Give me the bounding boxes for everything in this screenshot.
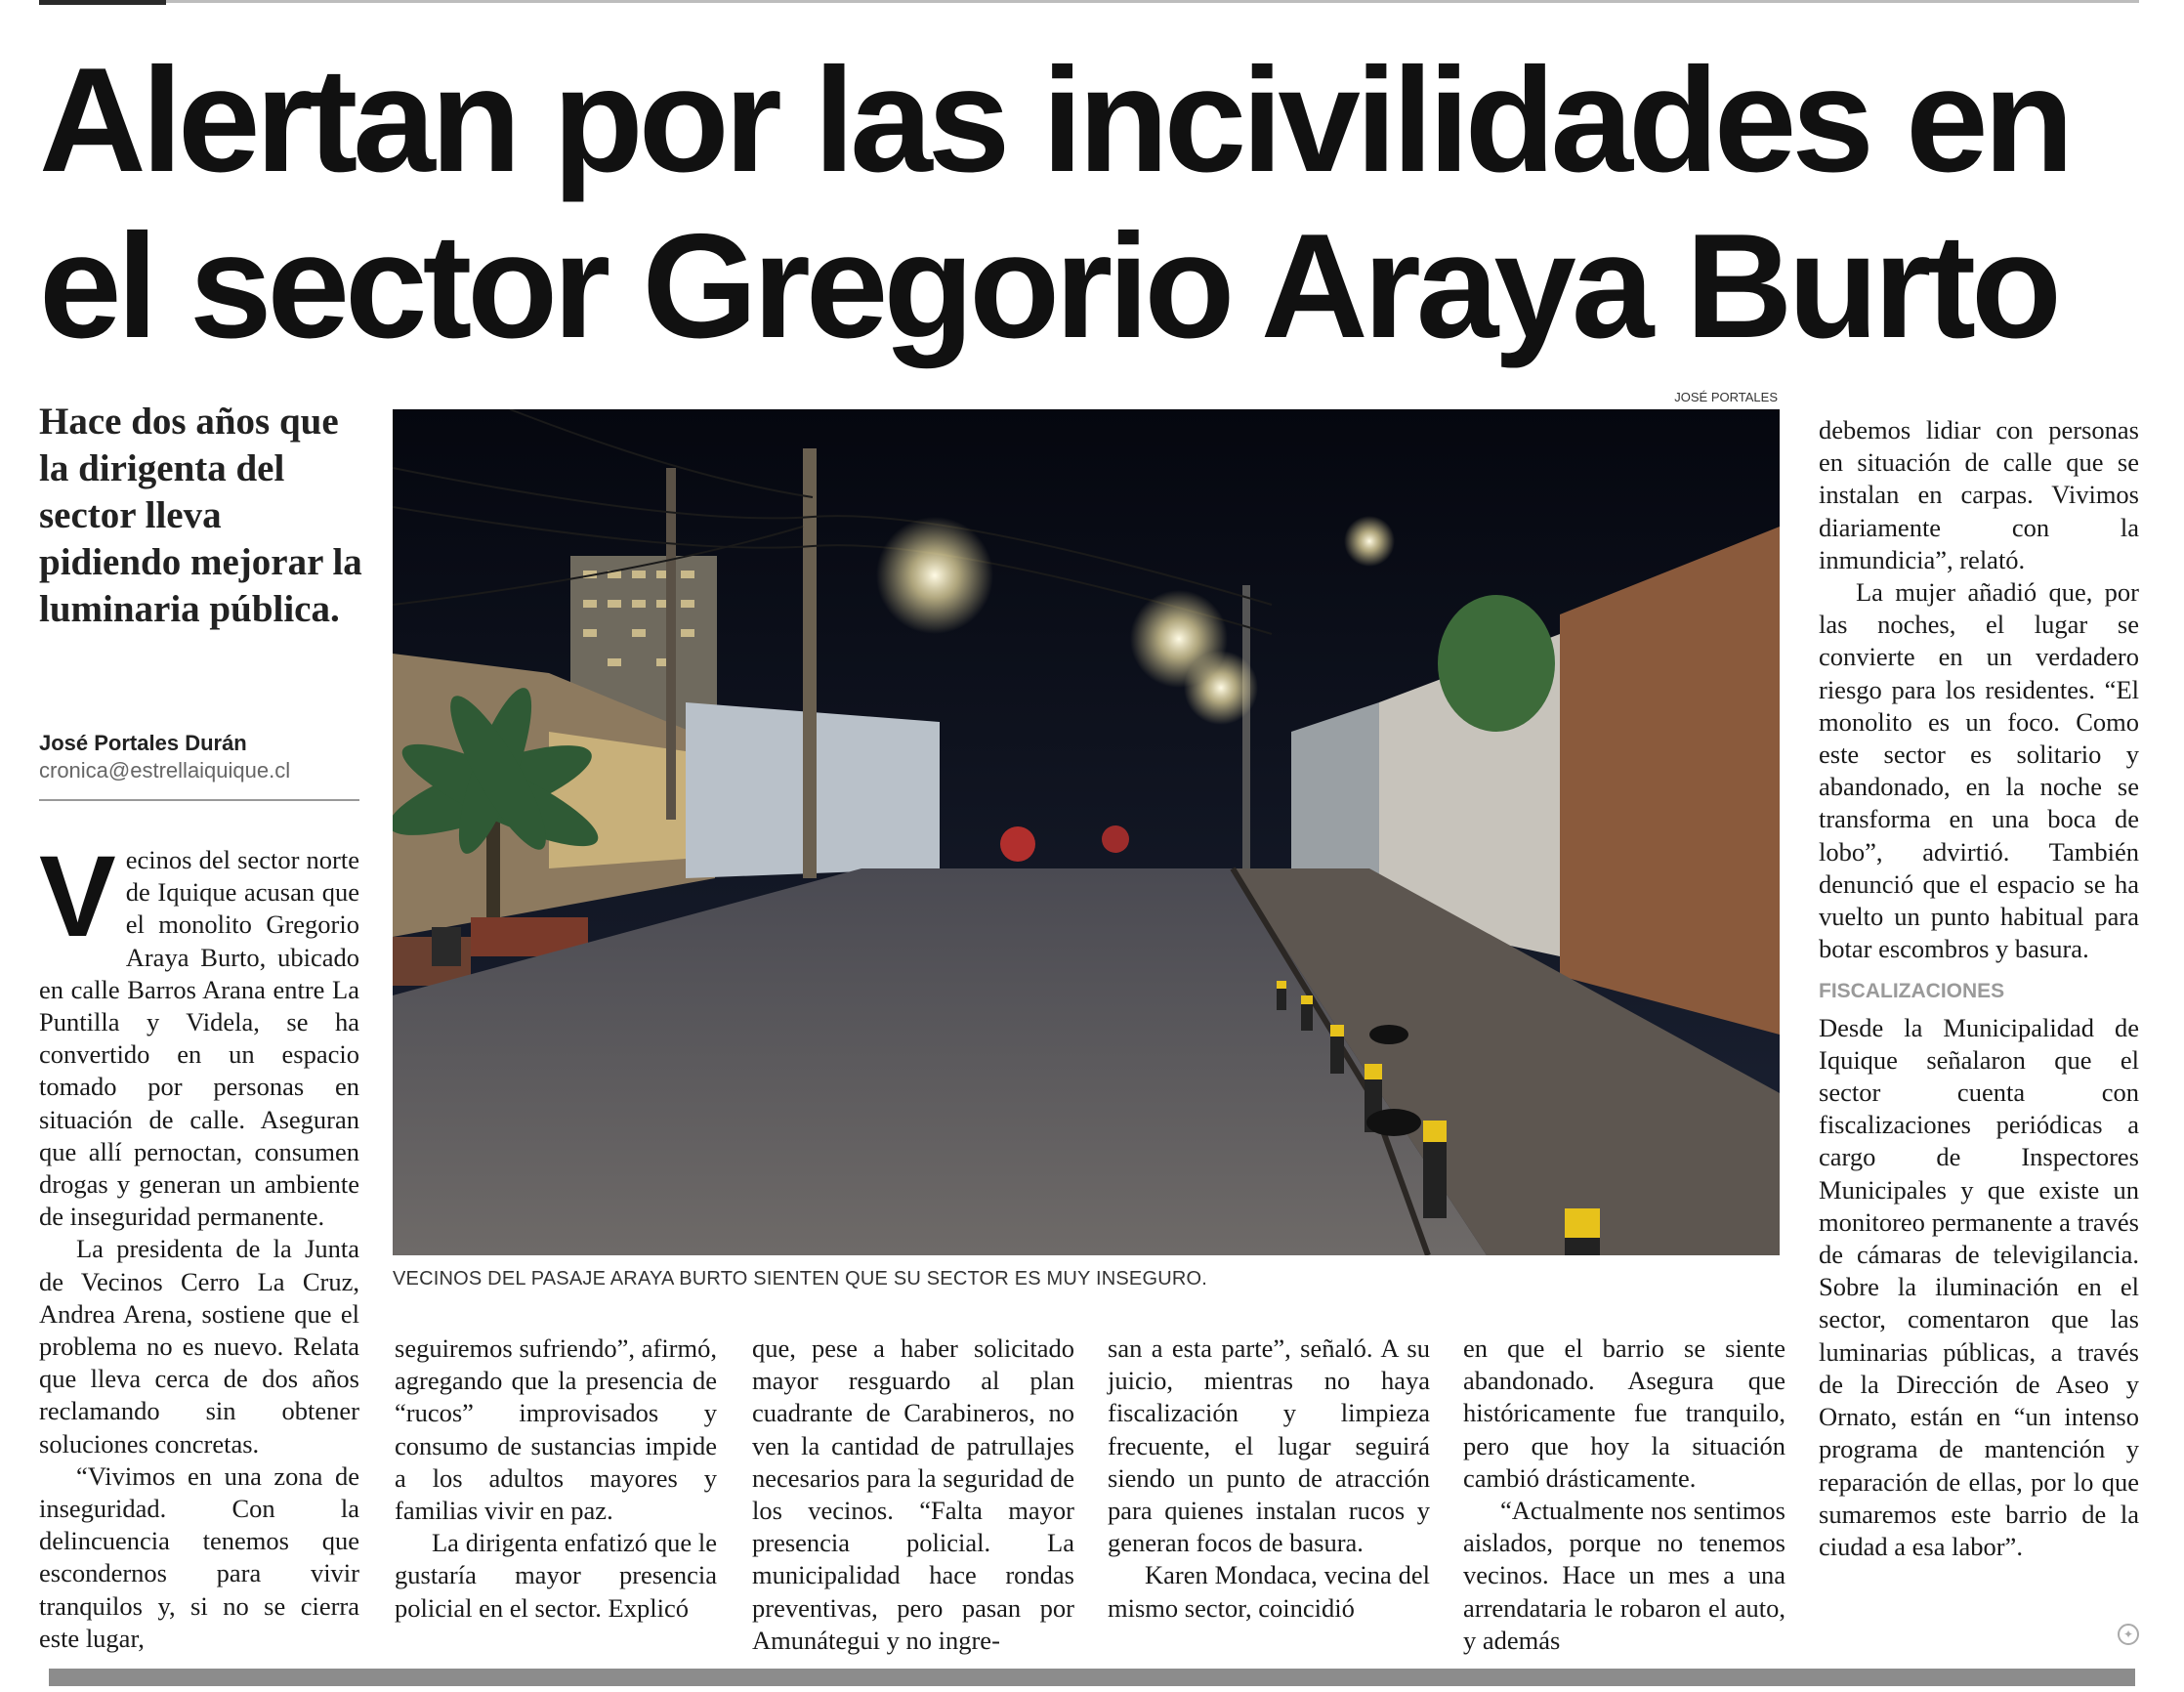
body-column-2 bbox=[395, 1332, 717, 1625]
night-street-illustration bbox=[393, 409, 1780, 1255]
body-paragraph: ecinos del sector norte de Iquique acusan que el monolito Gregorio Araya Burto, ubicado en calle Barros Arana entre La Puntilla y Videla, se ha convertido en un espacio tomado por personas en situación de calle. Aseguran que allí pernoctan, consumen drogas y generan un ambiente de inseguridad permanente. bbox=[39, 845, 359, 1232]
body-paragraph: debemos lidiar con personas en situación de calle que se instalan en carpas. Vivimos diariamente con la inmundicia”, relató. bbox=[1819, 415, 2139, 574]
byline-divider bbox=[39, 799, 359, 801]
body-column-3 bbox=[752, 1332, 1074, 1657]
photo-credit: JOSÉ PORTALES bbox=[1674, 390, 1778, 404]
subheadline: Hace dos años que la dirigenta del sector lleva pidiendo mejorar la luminaria pública. bbox=[39, 401, 362, 630]
top-rule bbox=[39, 0, 2139, 3]
body-column-5 bbox=[1463, 1332, 1785, 1657]
body-column-4 bbox=[1108, 1332, 1430, 1625]
body-paragraph: La dirigenta enfatizó que le gustaría mayor presencia policial en el sector. Explicó bbox=[395, 1528, 717, 1623]
drop-cap: V bbox=[39, 832, 116, 961]
body-paragraph: san a esta parte”, señaló. A su juicio, mientras no haya fiscalización y limpieza frecuente, el lugar seguirá siendo un punto de atracción para quienes instalan rucos y generan focos de basura. bbox=[1108, 1333, 1430, 1558]
body-paragraph: en que el barrio se siente abandonado. Asegura que históricamente fue tranquilo, pero que hoy la situación cambió drásticamente. bbox=[1463, 1333, 1785, 1493]
body-paragraph: La mujer añadió que, por las noches, el lugar se convierte en un verdadero riesgo para los residentes. “El monolito es un foco. Como este sector es solitario y abandonado, en la noche se transforma en una boca de lobo”, advirtió. También denunció que el espacio se ha vuelto un punto habitual para botar escombros y basura. bbox=[1819, 577, 2139, 964]
author-byline: José Portales Durán bbox=[39, 731, 247, 755]
top-rule-tab bbox=[39, 0, 166, 5]
body-column-6 bbox=[1819, 414, 2139, 1563]
author-email[interactable]: cronica@estrellaiquique.cl bbox=[39, 758, 291, 783]
body-paragraph: Desde la Municipalidad de Iquique señalaron que el sector cuenta con fiscalizaciones periódicas a cargo de Inspectores Municipales y que existe un monitoreo permanente a través de cámaras de televigilancia. Sobre la iluminación en el sector, comentaron que las luminarias públicas, a través de la Dirección de Aseo y Ornato, están en “un intenso programa de mantención y reparación de ellas, por lo que sumaremos este barrio de la ciudad a esa labor”. bbox=[1819, 1012, 2139, 1561]
body-paragraph: seguiremos sufriendo”, afirmó, agregando que la presencia de “rucos” improvisados y consumo de sustancias impide a los adultos mayores y familias vivir en paz. bbox=[395, 1333, 717, 1526]
section-heading: FISCALIZACIONES bbox=[1819, 980, 2005, 1003]
body-paragraph: que, pese a haber solicitado mayor resguardo al plan cuadrante de Carabineros, no ven la cantidad de patrullajes necesarios para la seguridad de los vecinos. “Falta mayor presencia policial. La municipalidad hace rondas preventivas, pero pasan por Amunátegui y no ingre- bbox=[752, 1333, 1074, 1655]
photo-caption: VECINOS DEL PASAJE ARAYA BURTO SIENTEN QUE SU SECTOR ES MUY INSEGURO. bbox=[393, 1268, 1208, 1290]
body-paragraph: “Actualmente nos sentimos aislados, porque no tenemos vecinos. Hace un mes a una arrendataria le robaron el auto, y además bbox=[1463, 1496, 1785, 1655]
body-paragraph: La presidenta de la Junta de Vecinos Cerro La Cruz, Andrea Arena, sostiene que el problema no es nuevo. Relata que lleva cerca de dos años reclamando sin obtener soluciones concretas. bbox=[39, 1234, 359, 1459]
body-column-1 bbox=[39, 832, 359, 1655]
headline: Alertan por las incivilidades en el sector Gregorio Araya Burto bbox=[39, 37, 2070, 369]
bottom-rule bbox=[49, 1669, 2135, 1686]
body-paragraph: Karen Mondaca, vecina del mismo sector, coincidió bbox=[1108, 1560, 1430, 1623]
article-photo bbox=[393, 409, 1780, 1255]
end-of-article-icon: ✦ bbox=[2118, 1624, 2139, 1645]
body-paragraph: “Vivimos en una zona de inseguridad. Con la delincuencia tenemos que escondernos para vivir tranquilos y, si no se cierra este lugar, bbox=[39, 1460, 359, 1653]
